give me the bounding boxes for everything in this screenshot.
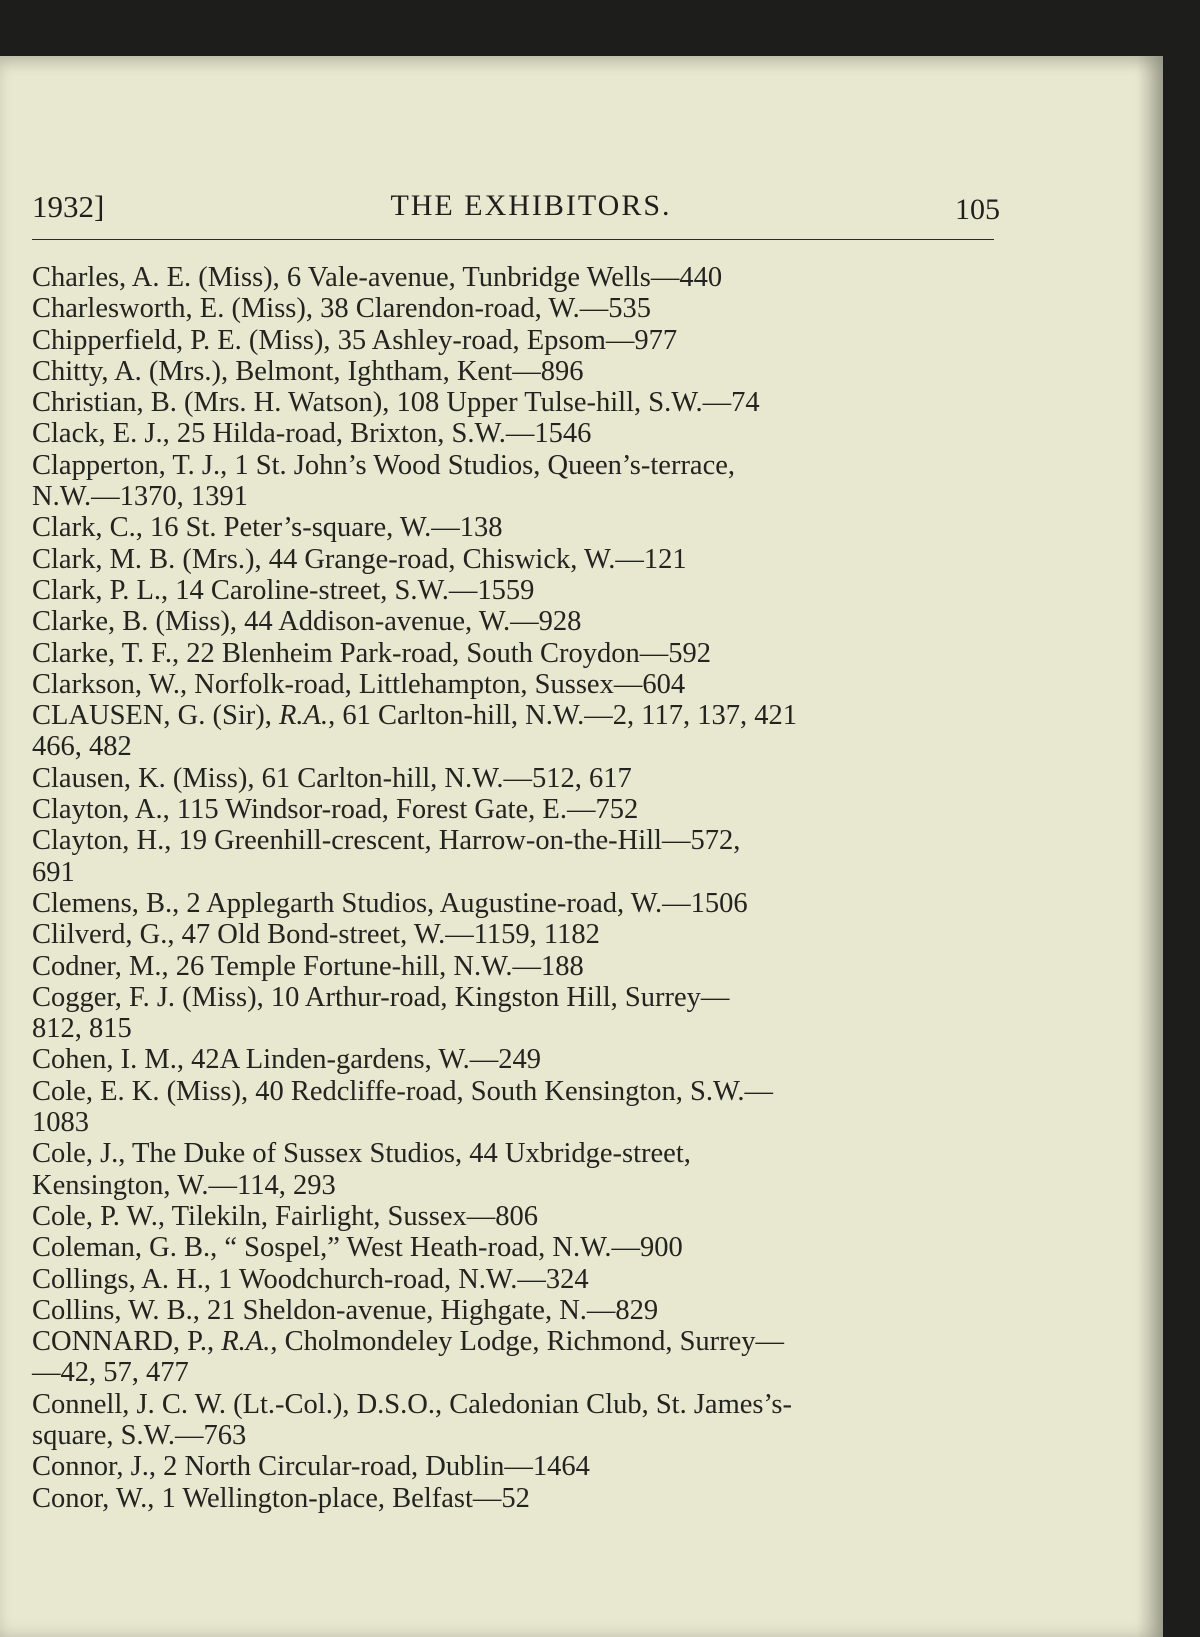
exhibitor-entry (32, 325, 1002, 356)
exhibitor-name: CONNARD, P., (32, 1326, 222, 1358)
exhibitor-entry-text: Cohen, I. M., 42A Linden-gardens, W.—249 (32, 1044, 541, 1076)
exhibitor-entry-text: Connor, J., 2 North Circular-road, Dublin—1464 (32, 1451, 590, 1483)
exhibitor-entry (32, 1076, 1002, 1139)
exhibitor-list (32, 262, 1002, 1514)
exhibitor-entry (32, 1389, 1002, 1452)
exhibitor-entry (32, 544, 1002, 575)
exhibitor-entry-text: Cole, E. K. (Miss), 40 Redcliffe-road, South Kensington, S.W.— (32, 1075, 773, 1107)
exhibitor-entry-text: Clausen, K. (Miss), 61 Carlton-hill, N.W.—512, 617 (32, 762, 632, 794)
header-rule (32, 239, 994, 240)
exhibitor-entry-text: Cogger, F. J. (Miss), 10 Arthur-road, Kingston Hill, Surrey— (32, 981, 730, 1013)
exhibitor-entry (32, 512, 1002, 543)
exhibitor-entry-text: Chitty, A. (Mrs.), Belmont, Ightham, Kent—896 (32, 355, 584, 387)
exhibitor-entry (32, 888, 1002, 919)
exhibitor-entry-text: Collings, A. H., 1 Woodchurch-road, N.W.—324 (32, 1263, 589, 1295)
exhibitor-entry (32, 293, 1002, 324)
exhibitor-entry-text: Clapperton, T. J., 1 St. John’s Wood Studios, Queen’s-terrace, (32, 449, 736, 481)
exhibitor-entry-continuation: square, S.W.—763 (32, 1419, 247, 1451)
book-page (0, 56, 1163, 1637)
exhibitor-entry (32, 606, 1002, 637)
exhibitor-entry-text: Christian, B. (Mrs. H. Watson), 108 Upper Tulse-hill, S.W.—74 (32, 387, 760, 419)
academician-abbreviation: R.A. (221, 1326, 271, 1358)
exhibitor-entry (32, 669, 1002, 700)
exhibitor-entry-text: Clemens, B., 2 Applegarth Studios, Augustine-road, W.—1506 (32, 887, 748, 919)
exhibitor-entry (32, 638, 1002, 669)
exhibitor-entry-text: Clarke, T. F., 22 Blenheim Park-road, South Croydon—592 (32, 637, 712, 669)
running-head (32, 189, 1000, 229)
exhibitor-entry-continuation: 466, 482 (32, 731, 132, 763)
exhibitor-entry-text: Clilverd, G., 47 Old Bond-street, W.—1159, 1182 (32, 919, 600, 951)
exhibitor-entry-text: Clark, M. B. (Mrs.), 44 Grange-road, Chiswick, W.—121 (32, 543, 687, 575)
exhibitor-entry (32, 1326, 1002, 1389)
exhibitor-entry-text: Clarke, B. (Miss), 44 Addison-avenue, W.—928 (32, 606, 582, 638)
running-head-year: 1932] (32, 189, 105, 224)
exhibitor-entry-continuation: 812, 815 (32, 1013, 132, 1045)
exhibitor-entry (32, 575, 1002, 606)
exhibitor-entry-continuation: 1083 (32, 1107, 89, 1139)
exhibitor-entry (32, 982, 1002, 1045)
exhibitor-entry (32, 1264, 1002, 1295)
exhibitor-entry-text: Charles, A. E. (Miss), 6 Vale-avenue, Tunbridge Wells—440 (32, 262, 723, 293)
exhibitor-entry-continuation: —42, 57, 477 (32, 1357, 189, 1389)
exhibitor-entry-continuation: Kensington, W.—114, 293 (32, 1169, 336, 1201)
exhibitor-entry-text (32, 700, 797, 731)
exhibitor-address: , Cholmondeley Lodge, Richmond, Surrey— (270, 1326, 785, 1358)
exhibitor-entry (32, 1044, 1002, 1075)
exhibitor-entry (32, 450, 1002, 513)
running-head-title: THE EXHIBITORS. (390, 189, 672, 222)
exhibitor-entry (32, 825, 1002, 888)
exhibitor-entry (32, 1483, 1002, 1514)
exhibitor-entry (32, 1295, 1002, 1326)
exhibitor-entry (32, 418, 1002, 449)
exhibitor-entry (32, 356, 1002, 387)
exhibitor-entry (32, 387, 1002, 418)
exhibitor-entry-text: Chipperfield, P. E. (Miss), 35 Ashley-road, Epsom—977 (32, 324, 678, 356)
exhibitor-entry-text: Connell, J. C. W. (Lt.-Col.), D.S.O., Caledonian Club, St. James’s- (32, 1388, 792, 1420)
exhibitor-entry-text (32, 1326, 784, 1357)
academician-abbreviation: R.A. (279, 700, 329, 732)
exhibitor-entry (32, 262, 1002, 293)
exhibitor-entry-text: Codner, M., 26 Temple Fortune-hill, N.W.—188 (32, 950, 584, 982)
exhibitor-entry (32, 1201, 1002, 1232)
exhibitor-entry (32, 1232, 1002, 1263)
exhibitor-entry (32, 1138, 1002, 1201)
exhibitor-address: , 61 Carlton-hill, N.W.—2, 117, 137, 421 (328, 700, 797, 732)
exhibitor-entry-text: Clark, C., 16 St. Peter’s-square, W.—138 (32, 512, 503, 544)
exhibitor-entry-continuation: 691 (32, 856, 75, 888)
exhibitor-entry (32, 700, 1002, 763)
exhibitor-entry (32, 794, 1002, 825)
exhibitor-entry-text: Clarkson, W., Norfolk-road, Littlehampton, Sussex—604 (32, 668, 686, 700)
exhibitor-entry-text: Clayton, A., 115 Windsor-road, Forest Gate, E.—752 (32, 794, 639, 826)
exhibitor-entry (32, 763, 1002, 794)
exhibitor-entry (32, 919, 1002, 950)
page-number: 105 (955, 193, 1000, 226)
exhibitor-entry-text: Coleman, G. B., “ Sospel,” West Heath-road, N.W.—900 (32, 1232, 683, 1264)
exhibitor-name: CLAUSEN, G. (Sir), (32, 700, 279, 732)
exhibitor-entry-continuation: N.W.—1370, 1391 (32, 481, 248, 513)
exhibitor-entry-text: Clayton, H., 19 Greenhill-crescent, Harrow-on-the-Hill—572, (32, 825, 741, 857)
exhibitor-entry (32, 1451, 1002, 1482)
exhibitor-entry (32, 951, 1002, 982)
exhibitor-entry-text: Cole, J., The Duke of Sussex Studios, 44 Uxbridge-street, (32, 1138, 691, 1170)
exhibitor-entry-text: Collins, W. B., 21 Sheldon-avenue, Highgate, N.—829 (32, 1294, 659, 1326)
exhibitor-entry-text: Clack, E. J., 25 Hilda-road, Brixton, S.W.—1546 (32, 418, 592, 450)
exhibitor-entry-text: Charlesworth, E. (Miss), 38 Clarendon-road, W.—535 (32, 293, 651, 325)
exhibitor-entry-text: Clark, P. L., 14 Caroline-street, S.W.—1559 (32, 574, 535, 606)
exhibitor-entry-text: Conor, W., 1 Wellington-place, Belfast—52 (32, 1482, 530, 1514)
exhibitor-entry-text: Cole, P. W., Tilekiln, Fairlight, Sussex—806 (32, 1200, 538, 1232)
